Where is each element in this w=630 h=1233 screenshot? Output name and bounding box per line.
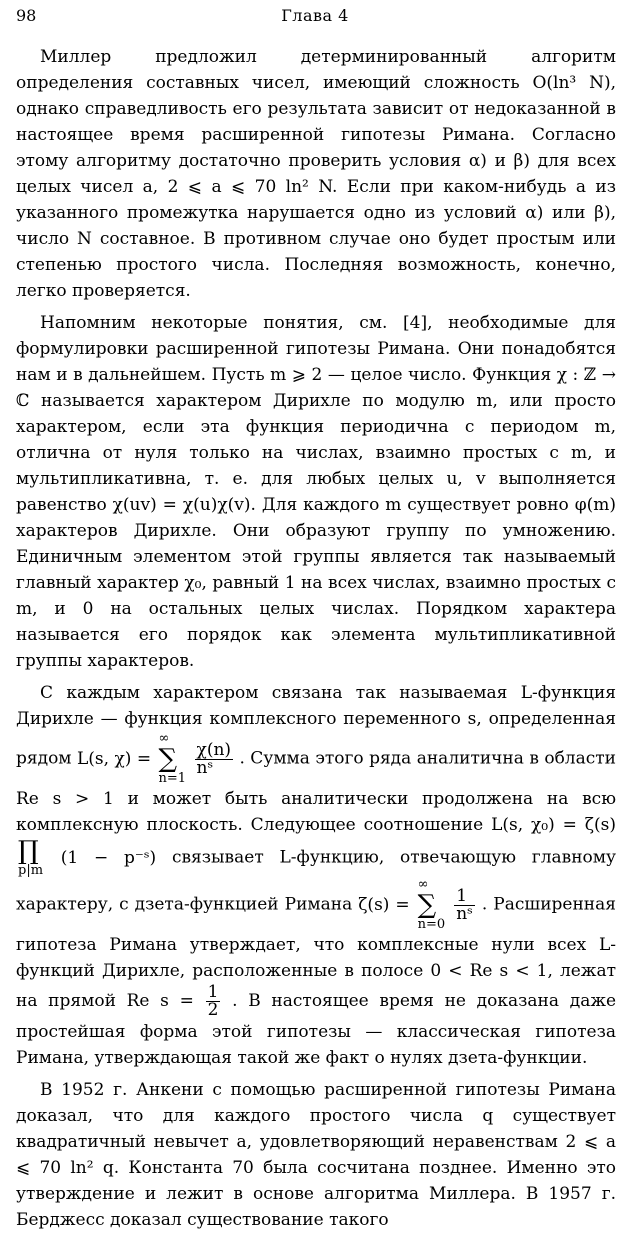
page-number: 98	[16, 6, 37, 25]
sum-sign	[159, 732, 187, 786]
sum-upper-limit: ∞	[158, 731, 170, 746]
sum-lower-limit: n=0	[417, 917, 446, 932]
formula-lhs: ζ(s) =	[358, 894, 410, 915]
product-subscript: p|m	[18, 863, 44, 878]
paragraph-definitions: Напомним некоторые понятия, см. [4], необходимые для формулировки расширенной гипотезы Римана. Они понадобятся нам и в дальнейшем. Пусть m ⩾ 2 — целое число. Функция χ : ℤ → ℂ называется характером Дирихле по модулю m, или просто характером, если эта функция периодична с периодом m, отлична от нуля только на числах, взаимно простых с m, и мультипликативна, т. е. для любых целых u, v выполняется равенство χ(uv) = χ(u)χ(v). Для каждого m существует ровно φ(m) характеров Дирихле. Они образуют группу по умножению. Единичным элементом этой группы является так называемый главный характер χ₀, равный 1 на всех числах, взаимно простых с m, и 0 на остальных целых числах. Порядком характера называется его порядок как элемента мультипликативной группы характеров.	[16, 313, 616, 671]
product-sign	[18, 838, 43, 878]
text-run: связывает L-функцию, отвечающую главному характеру, с дзета-функцией Римана	[16, 847, 616, 915]
fraction-numerator: χ(n)	[196, 739, 232, 760]
formula-l-series	[76, 731, 239, 786]
sum-symbol: ∑	[158, 744, 178, 774]
paragraph-ankeny: В 1952 г. Анкени с помощью расширенной гипотезы Римана доказал, что для каждого простого числа q существует квадратичный невычет a, удовлетворяющий неравенствам 2 ⩽ a ⩽ 70 ln² q. Константа 70 была сосчитана позднее. Именно это утверждение и лежит в основе алгоритма Миллера. В 1957 г. Берджесс доказал существование такого	[16, 1080, 616, 1230]
formula-left: L(s, χ₀) = ζ(s)	[491, 815, 616, 835]
text-run: . Сумма этого ряда аналитична в области Re s > 1 и может быть аналитически продолжена на всю комплексную плоскость. Следующее соотношение	[16, 748, 616, 835]
fraction-numerator: 1	[207, 982, 219, 1002]
sum-sign	[418, 878, 446, 932]
paragraph-miller: Миллер предложил детерминированный алгоритм определения составных чисел, имеющий сложность O(ln³ N), однако справедливость его результата зависит от недоказанной в настоящее время расширенной гипотезы Римана. Согласно этому алгоритму достаточно проверить условия α) и β) для всех целых чисел a, 2 ⩽ a ⩽ 70 ln² N. Если при каком-нибудь a из указанного промежутка нарушается одно из условий α) или β), число N составное. В противном случае оно будет простым или степенью простого числа. Последняя возможность, конечно, легко проверяется.	[16, 47, 616, 301]
sum-upper-limit: ∞	[417, 877, 429, 892]
sum-symbol: ∑	[417, 890, 437, 920]
sum-lower-limit: n=1	[158, 771, 187, 786]
formula-lhs: L(s, χ) =	[76, 748, 152, 769]
text-run: . Расширенная гипотеза Римана утверждает, что комплексные нули всех L-функций Дирихле, расположенные в полосе 0 < Re s < 1, лежат на прямой Re s =	[16, 894, 616, 1011]
page-body	[16, 44, 616, 1233]
fraction-one-over-n	[454, 885, 475, 924]
page-header	[16, 6, 614, 28]
formula-zeta	[358, 877, 482, 932]
paragraph-l-function	[16, 680, 616, 1071]
fraction-denominator: nˢ	[456, 903, 473, 924]
fraction-denominator: nˢ	[196, 757, 214, 778]
text-run: . В настоящее время не доказана даже простейшая форма этой гипотезы — классическая гипотеза Римана, утверждающая такой же факт о нулях дзета-функции.	[16, 991, 617, 1068]
text-run: С каждым характером связана так называемая L-функция Дирихле — функция комплексного переменного s, определенная рядом	[16, 683, 616, 769]
chapter-title: Глава 4	[281, 6, 349, 25]
formula-right: (1 − p⁻ˢ)	[60, 847, 157, 868]
fraction-chi-over-n	[195, 739, 234, 778]
fraction-numerator: 1	[454, 888, 475, 906]
fraction-denominator: 2	[207, 1000, 219, 1020]
product-symbol: ∏	[18, 836, 39, 866]
fraction-one-half	[206, 984, 221, 1019]
